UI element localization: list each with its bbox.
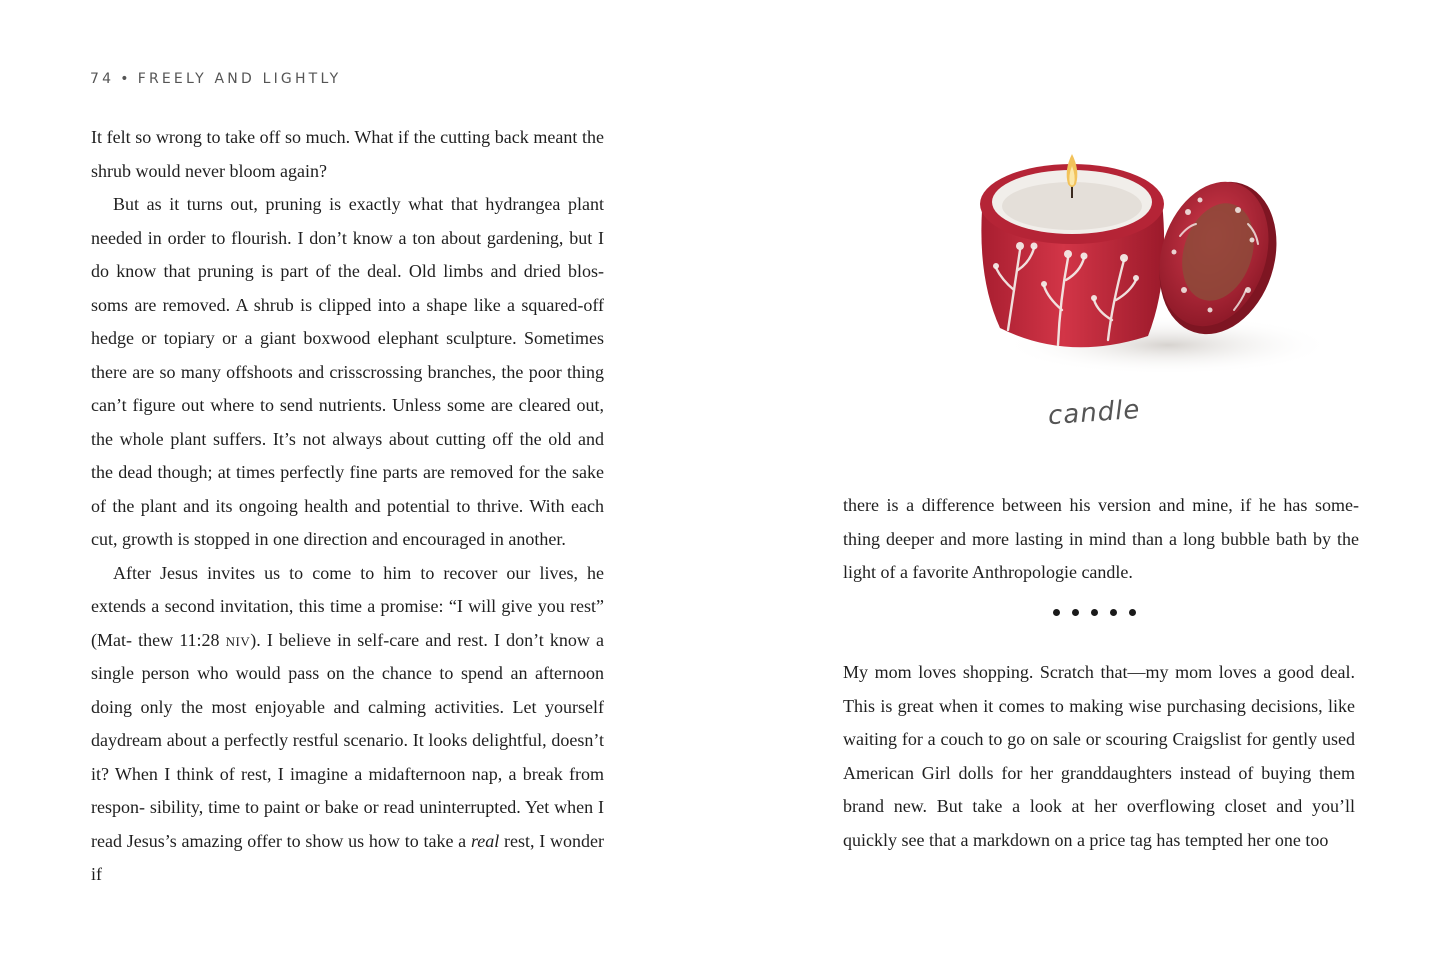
text-line: there is a difference between his version and mine, if he has some- <box>843 495 1359 515</box>
ornament-dot <box>1109 608 1119 618</box>
emphasis-real: real <box>470 830 500 851</box>
text-line: After Jesus invites us to come to him to recover our lives, he extends <box>91 562 604 616</box>
text-line: about a perfectly restful scenario. It looks delightful, doesn’t it? When <box>91 730 605 784</box>
left-page <box>0 0 722 963</box>
right-page-continued-paragraph <box>843 489 1359 590</box>
text-line: I think of rest, I imagine a midafternoon nap, a break from respon- <box>91 763 605 817</box>
book-title: FREELY AND LIGHTLY <box>137 71 342 87</box>
right-page <box>722 0 1445 963</box>
paragraph-pruning-doubt <box>91 121 604 188</box>
ornament-dot <box>1128 608 1138 618</box>
text-line: thew 11:28 <box>138 629 226 650</box>
text-line: hedge or topiary or a giant boxwood elephant sculpture. Sometimes <box>91 328 604 348</box>
text-line: the dead though; at times perfectly fine parts are removed for the sake <box>91 462 604 482</box>
text-line: I do know that pruning is part of the deal. Old limbs and dried blos- <box>91 227 605 281</box>
text-line: ). I believe in self-care and rest. I don’t know a single <box>91 629 604 683</box>
ornament-dot <box>1052 608 1062 618</box>
text-line: quickly see that a markdown on a price tag has tempted her one too <box>843 829 1329 850</box>
text-line: them brand new. But take a look at her overflowing closet and you’ll <box>843 762 1355 816</box>
text-line: It felt so wrong to take off so much. What if the cutting back meant <box>91 127 578 147</box>
text-line: can’t figure out where to send nutrients. Unless some are cleared out, <box>91 395 604 415</box>
text-line: person who would pass on the chance to spend an afternoon doing <box>91 663 605 717</box>
text-line: the whole plant suffers. It’s not always about cutting off the old and <box>91 428 604 449</box>
text-line: the shrub would never bloom again? <box>91 127 604 181</box>
bible-version-abbr: niv <box>225 629 251 650</box>
ornament-dot <box>1071 608 1081 618</box>
ornament-dot <box>1090 608 1100 618</box>
running-head <box>90 71 341 87</box>
paragraph-rest-invitation <box>91 557 604 892</box>
text-line: This is great when it comes to making wise purchasing decisions, like <box>843 695 1355 716</box>
text-line: there are so many offshoots and crisscrossing branches, the poor thing <box>91 361 604 382</box>
text-line: rest, I wonder if <box>91 830 605 884</box>
text-line: a second invitation, this time a promise: “I will give you rest” (Mat- <box>91 596 605 650</box>
text-line: used American Girl dolls for her granddaughters instead of buying <box>843 729 1355 783</box>
text-line: sibility, time to paint or bake or read uninterrupted. Yet when I read <box>91 797 604 851</box>
illustration-caption: candle <box>1047 394 1142 432</box>
paragraph-mom-shopping <box>843 656 1355 857</box>
text-line: My mom loves shopping. Scratch that—my mom loves a good deal. <box>843 662 1355 682</box>
candle-tin-icon <box>948 140 1328 380</box>
text-line: only the most enjoyable and calming activities. Let yourself daydream <box>91 696 604 750</box>
text-line: But as it turns out, pruning is exactly what that hydrangea plant <box>113 194 604 214</box>
text-line: Jesus’s amazing offer to show us how to take a <box>126 830 471 851</box>
paragraph-continued <box>843 489 1359 590</box>
right-page-new-section <box>843 656 1355 857</box>
left-page-body <box>91 121 604 892</box>
text-line: needed in order to flourish. I don’t know a ton about gardening, but <box>91 227 593 248</box>
text-line: waiting for a couch to go on sale or scouring Craigslist for gently <box>843 729 1318 749</box>
text-line: light of a favorite Anthropologie candle. <box>843 562 1133 582</box>
text-line: thing deeper and more lasting in mind than a long bubble bath by the <box>843 528 1359 549</box>
text-line: cut, growth is stopped in one direction and encouraged in another. <box>91 529 566 549</box>
paragraph-pruning-explained <box>91 188 604 557</box>
running-head-separator: • <box>120 71 132 87</box>
text-line: of the plant and its ongoing health and potential to thrive. With each <box>91 495 604 516</box>
page-number: 74 <box>90 71 115 87</box>
section-break-ornament <box>1053 609 1136 623</box>
text-line: soms are removed. A shrub is clipped into a shape like a squared-off <box>91 294 604 315</box>
